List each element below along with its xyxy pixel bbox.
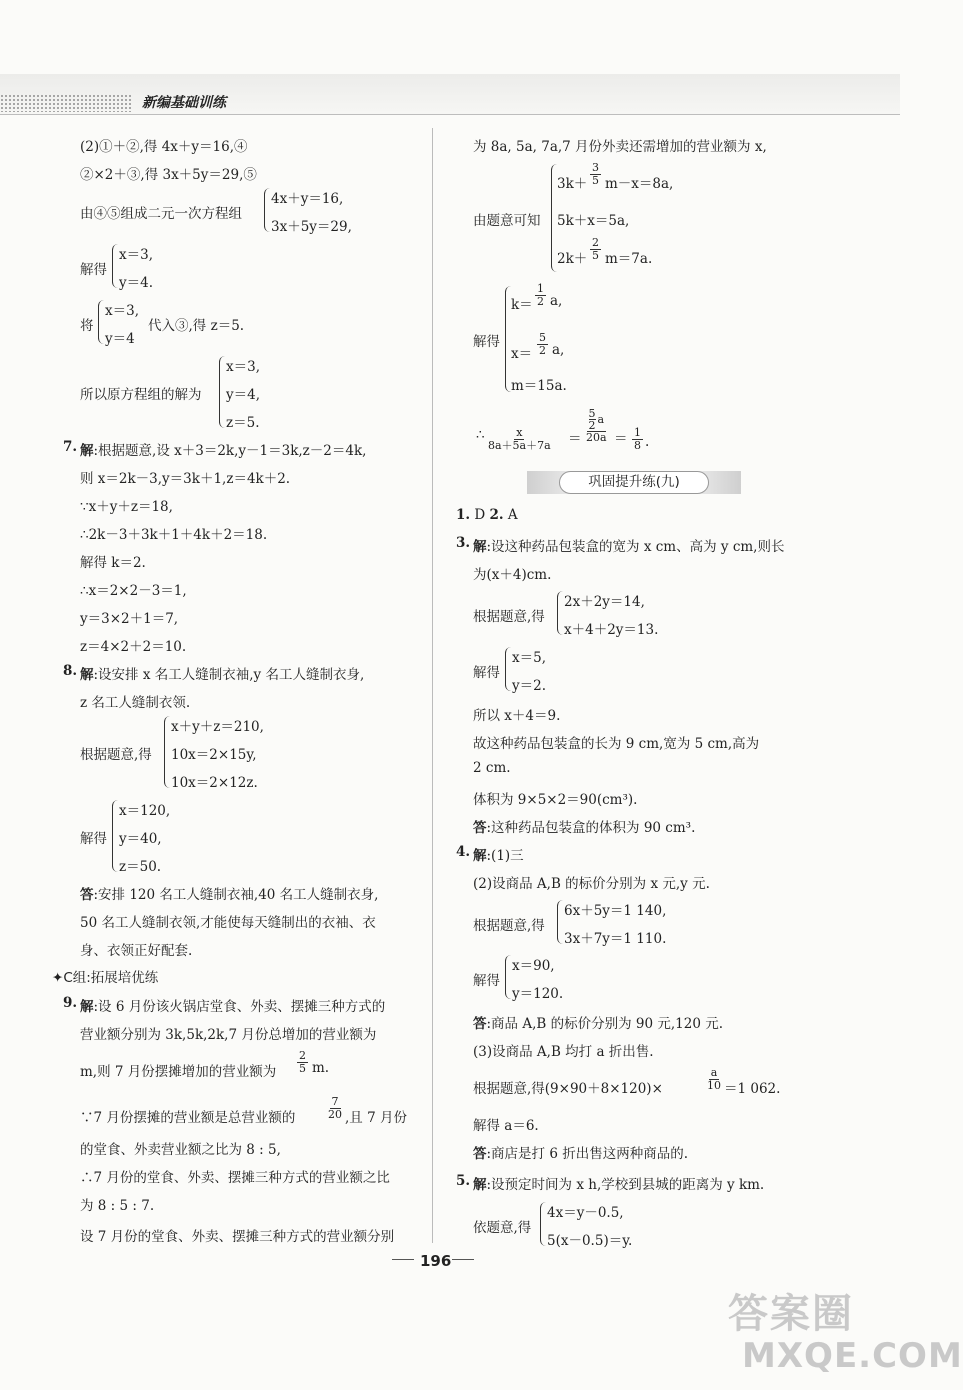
fraction: $\frac{1}{2}$ xyxy=(537,282,544,308)
page-dash-left xyxy=(392,1259,414,1260)
equation: y＝40, xyxy=(119,831,162,847)
q4-answer-2: 答:商店是打 6 折出售这两种商品的. xyxy=(473,1146,689,1162)
system-intro: 根据题意,得 xyxy=(80,747,152,763)
question-number: 9. xyxy=(63,995,78,1011)
equation: x＝3, xyxy=(226,359,260,375)
q5-line-1: 解:设预定时间为 x h,学校到县城的距离为 y km. xyxy=(473,1177,765,1193)
fraction: $\frac{1}{8}$ xyxy=(634,426,641,452)
q8-line-1: 解:设安排 x 名工人缝制衣袖,y 名工人缝制衣身, xyxy=(80,667,365,683)
brace xyxy=(505,955,511,999)
q8-line-2: z 名工人缝制衣领. xyxy=(80,695,191,711)
q3-line-5: 2 cm. xyxy=(473,760,511,776)
q7-line-6: ∴x＝2×2－3＝1, xyxy=(80,583,187,599)
equation: m－x＝8a, xyxy=(605,176,674,192)
equation: 4x＋y＝16, xyxy=(271,191,344,207)
equation: y＝4. xyxy=(119,275,154,291)
q9-line-4: ∵7 月份摆摊的营业额是总营业额的 xyxy=(80,1110,296,1126)
brace xyxy=(505,647,511,691)
question-number: 7. xyxy=(63,439,78,455)
q3-line-1: 解:设这种药品包装盒的宽为 x cm、高为 y cm,则长 xyxy=(473,539,785,555)
group-c-heading: ✦C组:拓展培优练 xyxy=(52,970,159,986)
equation: x＝ xyxy=(511,346,533,362)
question-number: 8. xyxy=(63,663,78,679)
equation: m＝7a. xyxy=(605,251,653,267)
equals: ＝ xyxy=(568,431,582,447)
equation: x＝3, xyxy=(119,247,153,263)
equation: 6x＋5y＝1 140, xyxy=(564,903,667,919)
brace xyxy=(98,300,104,344)
therefore-sign: ∴ xyxy=(476,427,485,443)
equation: y＝120. xyxy=(512,986,564,1002)
equation: 3k＋ xyxy=(557,176,588,192)
equation: y＝2. xyxy=(512,678,547,694)
brace xyxy=(557,591,563,635)
q9-line-8: 设 7 月份的堂食、外卖、摆摊三种方式的营业额分别 xyxy=(80,1229,395,1245)
fraction: $\frac{5}{2}$ xyxy=(539,331,546,357)
equation: k＝ xyxy=(511,297,533,313)
system-intro: 由④⑤组成二元一次方程组 xyxy=(80,206,242,222)
q8-answer-2: 50 名工人缝制衣领,才能使每天缝制出的衣袖、衣 xyxy=(80,915,376,931)
q4-line-4-end: ＝1 062. xyxy=(724,1081,781,1097)
substitute-result: 代入③,得 z＝5. xyxy=(148,318,245,334)
system-intro: 根据题意,得 xyxy=(473,609,545,625)
right-line-1: 为 8a, 5a, 7a,7 月份外卖还需增加的营业额为 x, xyxy=(473,139,767,155)
brace xyxy=(264,188,270,232)
q9-line-3-end: m. xyxy=(312,1060,330,1076)
fraction: $\frac{x}{8a+5a+7a}$ xyxy=(488,426,551,452)
page-dash-right xyxy=(452,1259,474,1260)
column-divider xyxy=(432,128,433,1243)
equation: a, xyxy=(550,293,563,309)
question-number: 3. xyxy=(456,535,471,551)
q7-line-3: ∵x＋y＋z＝18, xyxy=(80,499,173,515)
solution-intro: 所以原方程组的解为 xyxy=(80,387,202,403)
left-line-2: ②×2＋③,得 3x＋5y＝29,⑤ xyxy=(80,167,257,183)
brace xyxy=(112,800,118,872)
q9-line-4-end: ,且 7 月份 xyxy=(345,1110,407,1126)
q3-line-6: 体积为 9×5×2＝90(cm³). xyxy=(473,792,638,808)
q7-line-2: 则 x＝2k－3,y＝3k＋1,z＝4k＋2. xyxy=(80,471,291,487)
equation: y＝4 xyxy=(105,331,135,347)
fraction: $\frac{2}{5}$ xyxy=(299,1049,306,1075)
substitute-label: 将 xyxy=(80,318,94,334)
equals: ＝ xyxy=(614,431,628,447)
q9-line-3: m,则 7 月份摆摊增加的营业额为 xyxy=(80,1064,277,1080)
q9-line-7: 为 8 : 5 : 7. xyxy=(80,1198,155,1214)
brace xyxy=(112,244,118,288)
q7-line-8: z＝4×2＋2＝10. xyxy=(80,639,187,655)
watermark-logo: 答案圈 xyxy=(728,1291,854,1337)
header-dot-pattern xyxy=(0,94,132,112)
q7-line-4: ∴2k－3＋3k＋1＋4k＋2＝18. xyxy=(80,527,268,543)
question-number: 5. xyxy=(456,1173,471,1189)
equation: 10x＝2×15y, xyxy=(171,747,257,763)
equation: 3x＋7y＝1 110. xyxy=(564,931,667,947)
equation: x＝5, xyxy=(512,650,546,666)
fraction: $\frac{a}{10}$ xyxy=(707,1066,721,1092)
solve-label: 解得 xyxy=(473,334,500,350)
equation: a, xyxy=(552,342,565,358)
brace xyxy=(164,716,170,788)
q4-line-3: (3)设商品 A,B 均打 a 折出售. xyxy=(473,1044,654,1060)
q8-answer-1: 答:安排 120 名工人缝制衣袖,40 名工人缝制衣身, xyxy=(80,887,379,903)
system-intro: 依题意,得 xyxy=(473,1220,532,1236)
q4-line-1: 解:(1)三 xyxy=(473,848,524,864)
equation: 3x＋5y＝29, xyxy=(271,219,352,235)
header-band xyxy=(0,74,900,114)
q8-answer-3: 身、衣领正好配套. xyxy=(80,943,193,959)
equation: 10x＝2×12z. xyxy=(171,775,258,791)
section-title: 巩固提升练(九) xyxy=(559,471,709,494)
diamond-icon: ✦ xyxy=(52,970,64,986)
solve-label: 解得 xyxy=(473,973,500,989)
equation: 2x＋2y＝14, xyxy=(564,594,645,610)
solve-label: 解得 xyxy=(473,665,500,681)
equation: y＝4, xyxy=(226,387,261,403)
page-number: 196 xyxy=(420,1252,452,1270)
question-number: 4. xyxy=(456,844,471,860)
section-banner xyxy=(527,471,741,494)
fraction: $\frac{7}{20}$ xyxy=(328,1095,342,1121)
brace xyxy=(540,1202,546,1246)
q3-answer: 答:这种药品包装盒的体积为 90 cm³. xyxy=(473,820,696,836)
equation: x＝3, xyxy=(105,303,139,319)
equation: x＋y＋z＝210, xyxy=(171,719,264,735)
answers-1-2: 1. D 2. A xyxy=(456,507,518,523)
equation: 5k＋x＝5a, xyxy=(557,213,630,229)
equation: 4x＝y－0.5, xyxy=(547,1205,624,1221)
period: . xyxy=(645,434,650,450)
q9-line-1: 解:设 6 月份该火锅店堂食、外卖、摆摊三种方式的 xyxy=(80,999,386,1015)
brace xyxy=(219,356,225,428)
q7-line-7: y＝3×2＋1＝7, xyxy=(80,611,179,627)
equation: x＋4＋2y＝13. xyxy=(564,622,659,638)
q3-line-3: 所以 x＋4＝9. xyxy=(473,708,561,724)
q4-line-5: 解得 a＝6. xyxy=(473,1118,539,1134)
left-line-1: (2)①＋②,得 4x＋y＝16,④ xyxy=(80,139,248,155)
equation: z＝5. xyxy=(226,415,260,431)
q9-line-5: 的堂食、外卖营业额之比为 8 : 5, xyxy=(80,1142,281,1158)
nested-fraction: 5 2 a 20a xyxy=(586,407,607,444)
equation: z＝50. xyxy=(119,859,162,875)
fraction: $\frac{2}{5}$ xyxy=(592,236,599,262)
q4-line-4: 根据题意,得(9×90＋8×120)× xyxy=(473,1081,663,1097)
equation: 2k＋ xyxy=(557,251,588,267)
brace xyxy=(557,900,563,944)
solve-label: 解得 xyxy=(80,831,107,847)
fraction: $\frac{3}{5}$ xyxy=(592,161,599,187)
q9-line-6: ∴7 月份的堂食、外卖、摆摊三种方式的营业额之比 xyxy=(80,1170,390,1186)
q4-answer: 答:商品 A,B 的标价分别为 90 元,120 元. xyxy=(473,1016,723,1032)
system-intro: 根据题意,得 xyxy=(473,918,545,934)
equation: m＝15a. xyxy=(511,378,567,394)
q9-line-2: 营业额分别为 3k,5k,2k,7 月份总增加的营业额为 xyxy=(80,1027,377,1043)
equation: x＝120, xyxy=(119,803,171,819)
q3-line-4: 故这种药品包装盒的长为 9 cm,宽为 5 cm,高为 xyxy=(473,736,760,752)
q3-line-2: 为(x＋4)cm. xyxy=(473,567,552,583)
header-rule xyxy=(0,114,900,115)
header-title: 新编基础训练 xyxy=(142,95,226,111)
q7-line-5: 解得 k＝2. xyxy=(80,555,146,571)
q4-line-2: (2)设商品 A,B 的标价分别为 x 元,y 元. xyxy=(473,876,710,892)
watermark-url: MXQE.COM xyxy=(742,1336,963,1376)
solve-label: 解得 xyxy=(80,262,107,278)
equation: x＝90, xyxy=(512,958,555,974)
equation: 5(x－0.5)＝y. xyxy=(547,1233,633,1249)
system-intro: 由题意可知 xyxy=(473,213,541,229)
q7-line-1: 解:根据题意,设 x＋3＝2k,y－1＝3k,z－2＝4k, xyxy=(80,443,367,459)
